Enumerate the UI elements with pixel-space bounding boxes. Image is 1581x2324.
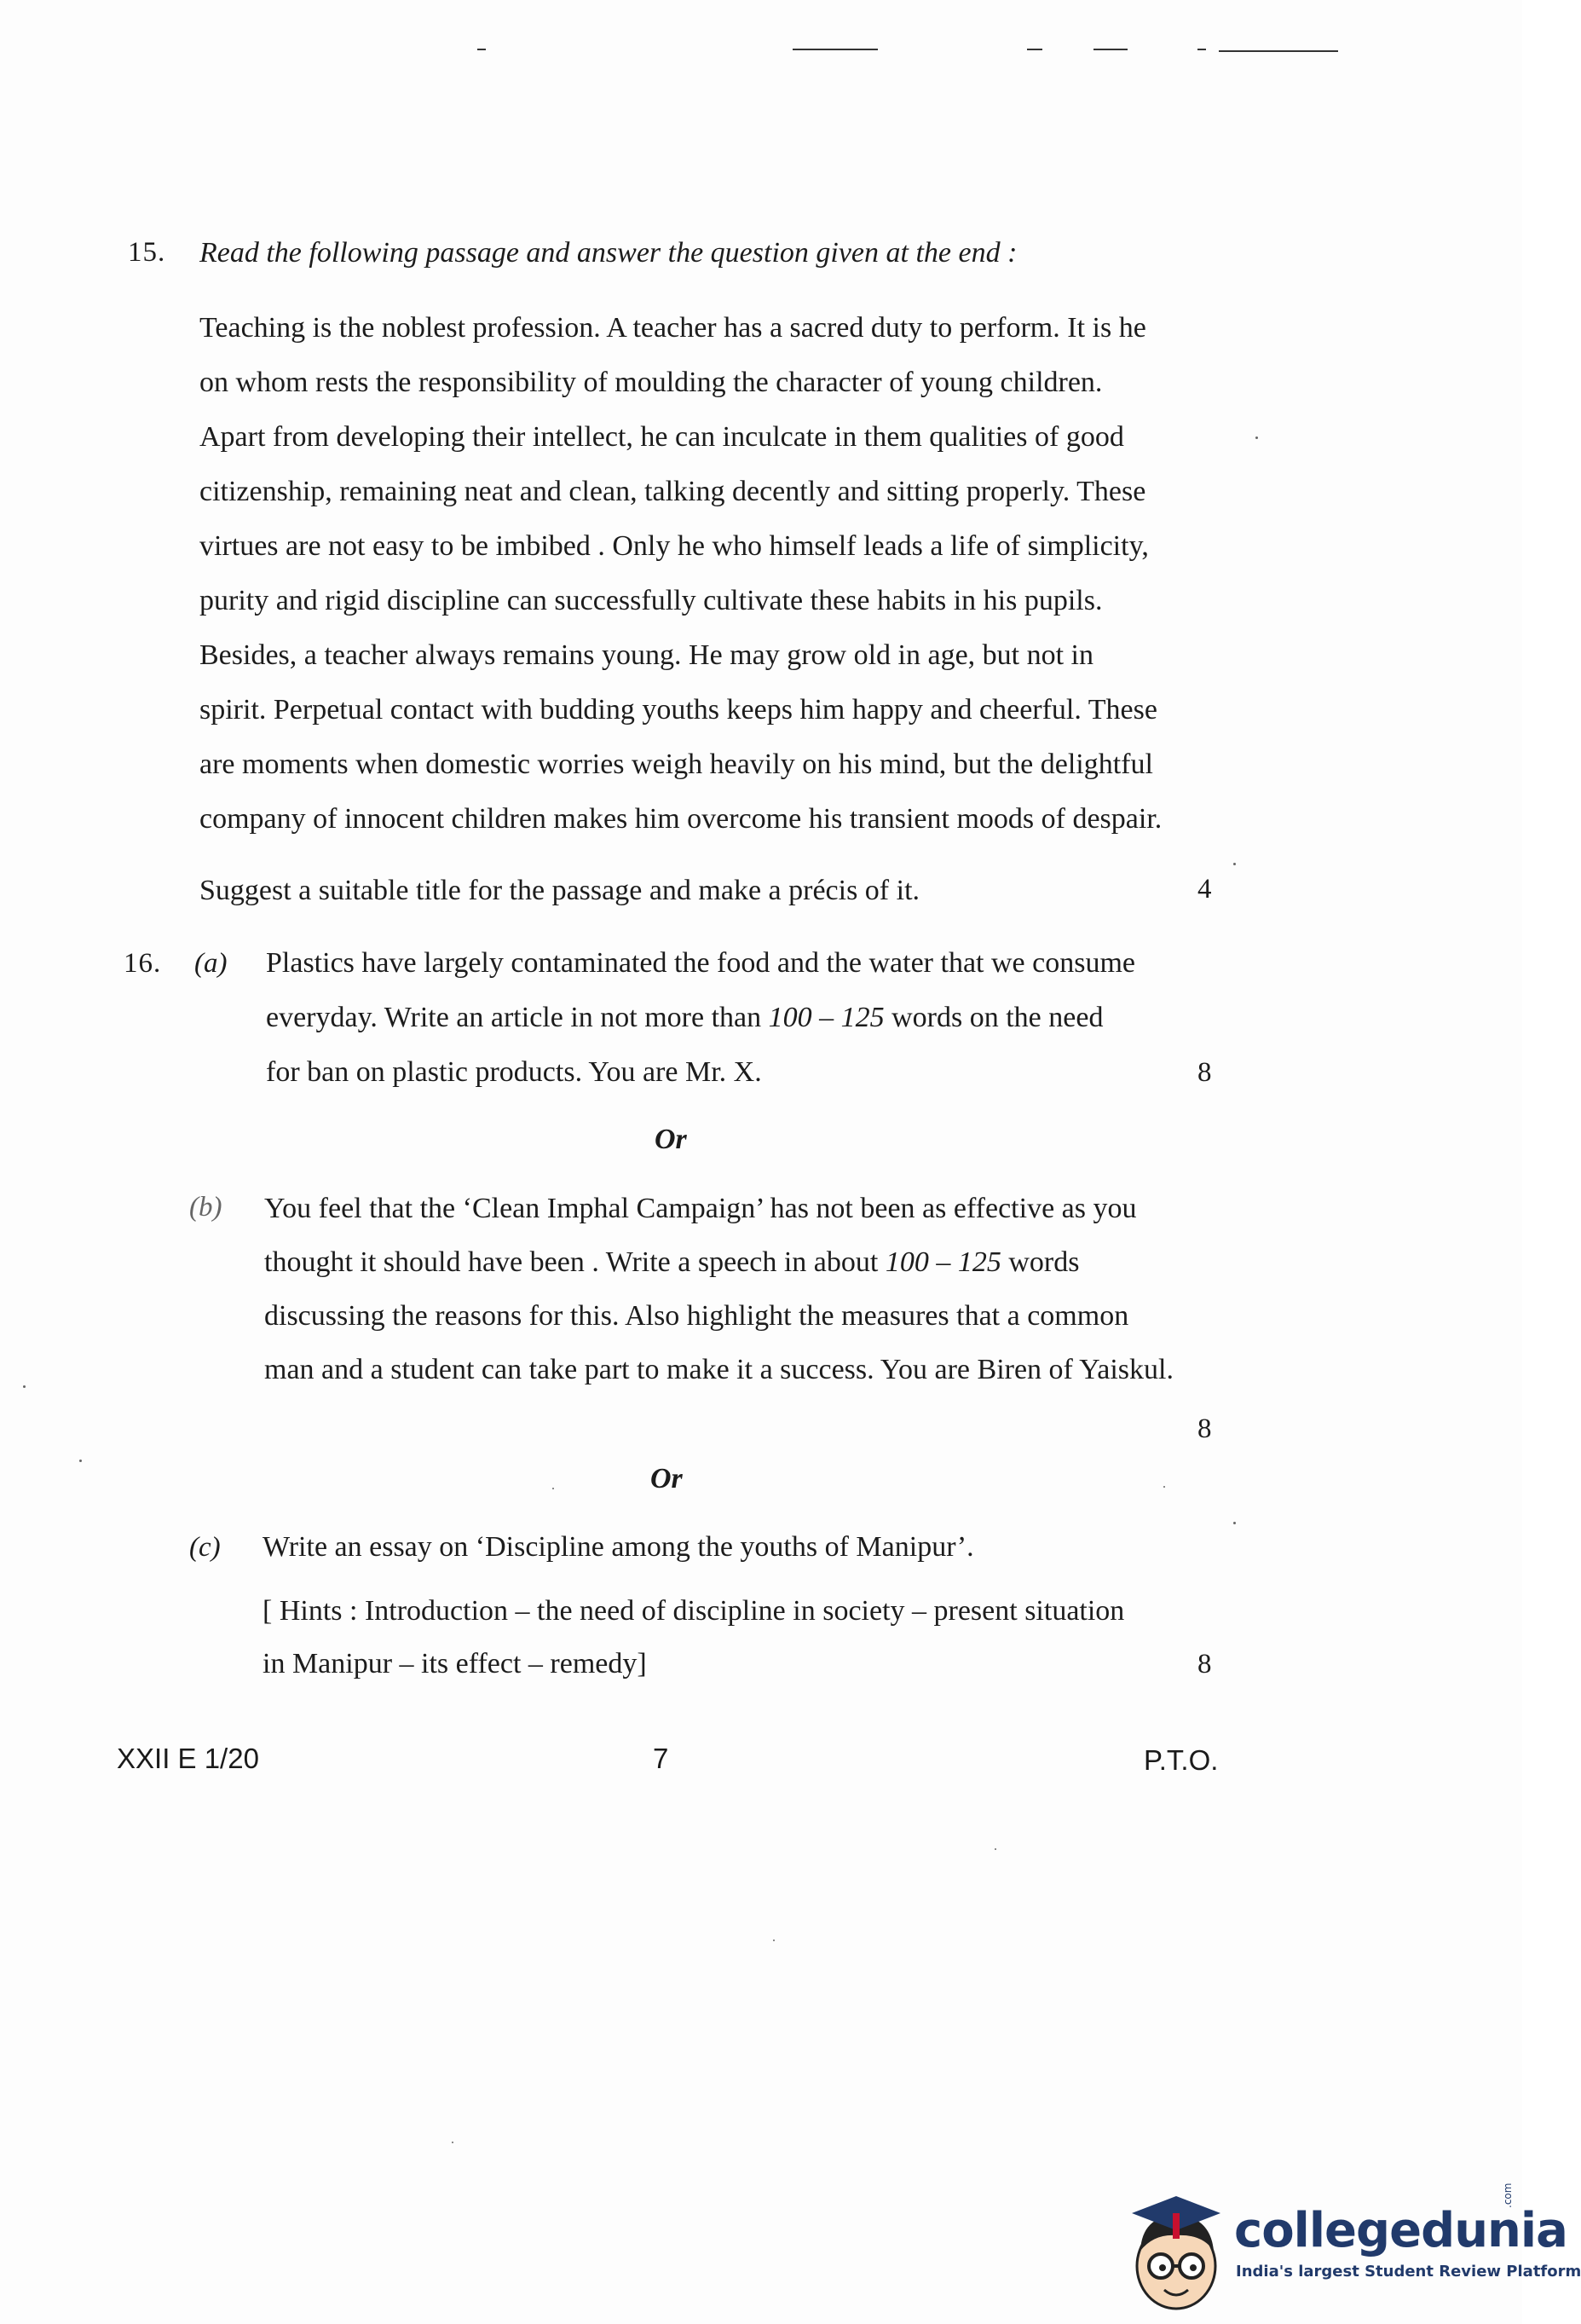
passage-line: on whom rests the responsibility of moulding the character of young children. [199,367,1103,398]
question-number: 16. [124,948,162,979]
option-text: words [1001,1246,1080,1278]
scan-speck [1233,863,1236,865]
option-line: man and a student can take part to make it a success. You are Biren of Yaiskul. [264,1354,1174,1385]
header-rule [1093,49,1128,50]
scan-speck [995,1848,996,1850]
option-line: Write an essay on ‘Discipline among the youths of Manipur’. [263,1531,974,1563]
question-instruction: Read the following passage and answer the question given at the end : [199,237,1018,269]
option-line: You feel that the ‘Clean Imphal Campaign’ has not been as effective as you [264,1193,1137,1224]
scan-speck [552,1488,554,1489]
or-separator: Or [655,1124,687,1155]
header-rule [1027,49,1042,50]
mascot-icon [1125,2191,1227,2319]
passage-line: purity and rigid discipline can successfully cultivate these habits in his pupils. [199,585,1103,616]
marks: 8 [1197,1413,1212,1444]
marks: 8 [1197,1649,1212,1679]
header-rule [477,49,486,50]
option-line: Plastics have largely contaminated the food and the water that we consume [266,947,1135,979]
option-text: thought it should have been . Write a speech in about [264,1246,886,1278]
collegedunia-logo[interactable] [1125,2182,1581,2319]
passage-line: citizenship, remaining neat and clean, talking decently and sitting properly. These [199,476,1146,507]
logo-domain: .com [1502,2182,1514,2208]
pto-label: P.T.O. [1144,1744,1219,1776]
logo-wordmark: collegedunia [1234,2203,1567,2258]
option-line [266,1001,1103,1035]
scan-speck [23,1385,26,1388]
scan-speck [452,2142,453,2143]
option-label: (a) [194,948,228,979]
passage-line: Besides, a teacher always remains young. He may grow old in age, but not in [199,639,1094,671]
option-line: discussing the reasons for this. Also highlight the measures that a common [264,1300,1129,1332]
passage-line: spirit. Perpetual contact with budding youths keeps him happy and cheerful. These [199,694,1157,726]
header-rule [1197,49,1206,50]
option-label: (c) [189,1532,221,1563]
option-line [264,1246,1079,1280]
option-text: everyday. Write an article in not more than [266,1002,769,1033]
option-label: (b) [189,1192,222,1223]
page-number: 7 [653,1743,669,1774]
word-limit: 100 – 125 [885,1246,1001,1278]
passage-line: virtues are not easy to be imbibed . Only he who himself leads a life of simplicity, [199,530,1149,562]
logo-tagline: India's largest Student Review Platform [1236,2263,1581,2281]
scan-speck [773,1940,775,1941]
passage-line: Apart from developing their intellect, he can inculcate in them qualities of good [199,421,1124,453]
scan-speck [1233,1522,1236,1524]
header-rule [793,49,878,50]
scan-speck [1163,1486,1165,1488]
marks: 4 [1197,874,1212,905]
passage-line: company of innocent children makes him overcome his transient moods of despair. [199,803,1163,835]
passage-line: are moments when domestic worries weigh heavily on his mind, but the delightful [199,749,1153,780]
option-line: for ban on plastic products. You are Mr. X. [266,1056,762,1088]
option-line: in Manipur – its effect – remedy] [263,1648,647,1679]
question-prompt: Suggest a suitable title for the passage and make a précis of it. [199,875,920,906]
paper-code: XXII E 1/20 [117,1743,259,1774]
word-limit: 100 – 125 [768,1002,885,1033]
or-separator: Or [650,1463,683,1494]
header-rule [1219,50,1338,52]
marks: 8 [1197,1057,1212,1088]
option-text: words on the need [884,1002,1104,1033]
question-number: 15. [128,237,166,268]
passage-line: Teaching is the noblest profession. A teacher has a sacred duty to perform. It is he [199,312,1146,344]
scan-speck [1255,436,1258,439]
scan-speck [79,1460,82,1462]
option-line: [ Hints : Introduction – the need of discipline in society – present situation [263,1595,1125,1627]
